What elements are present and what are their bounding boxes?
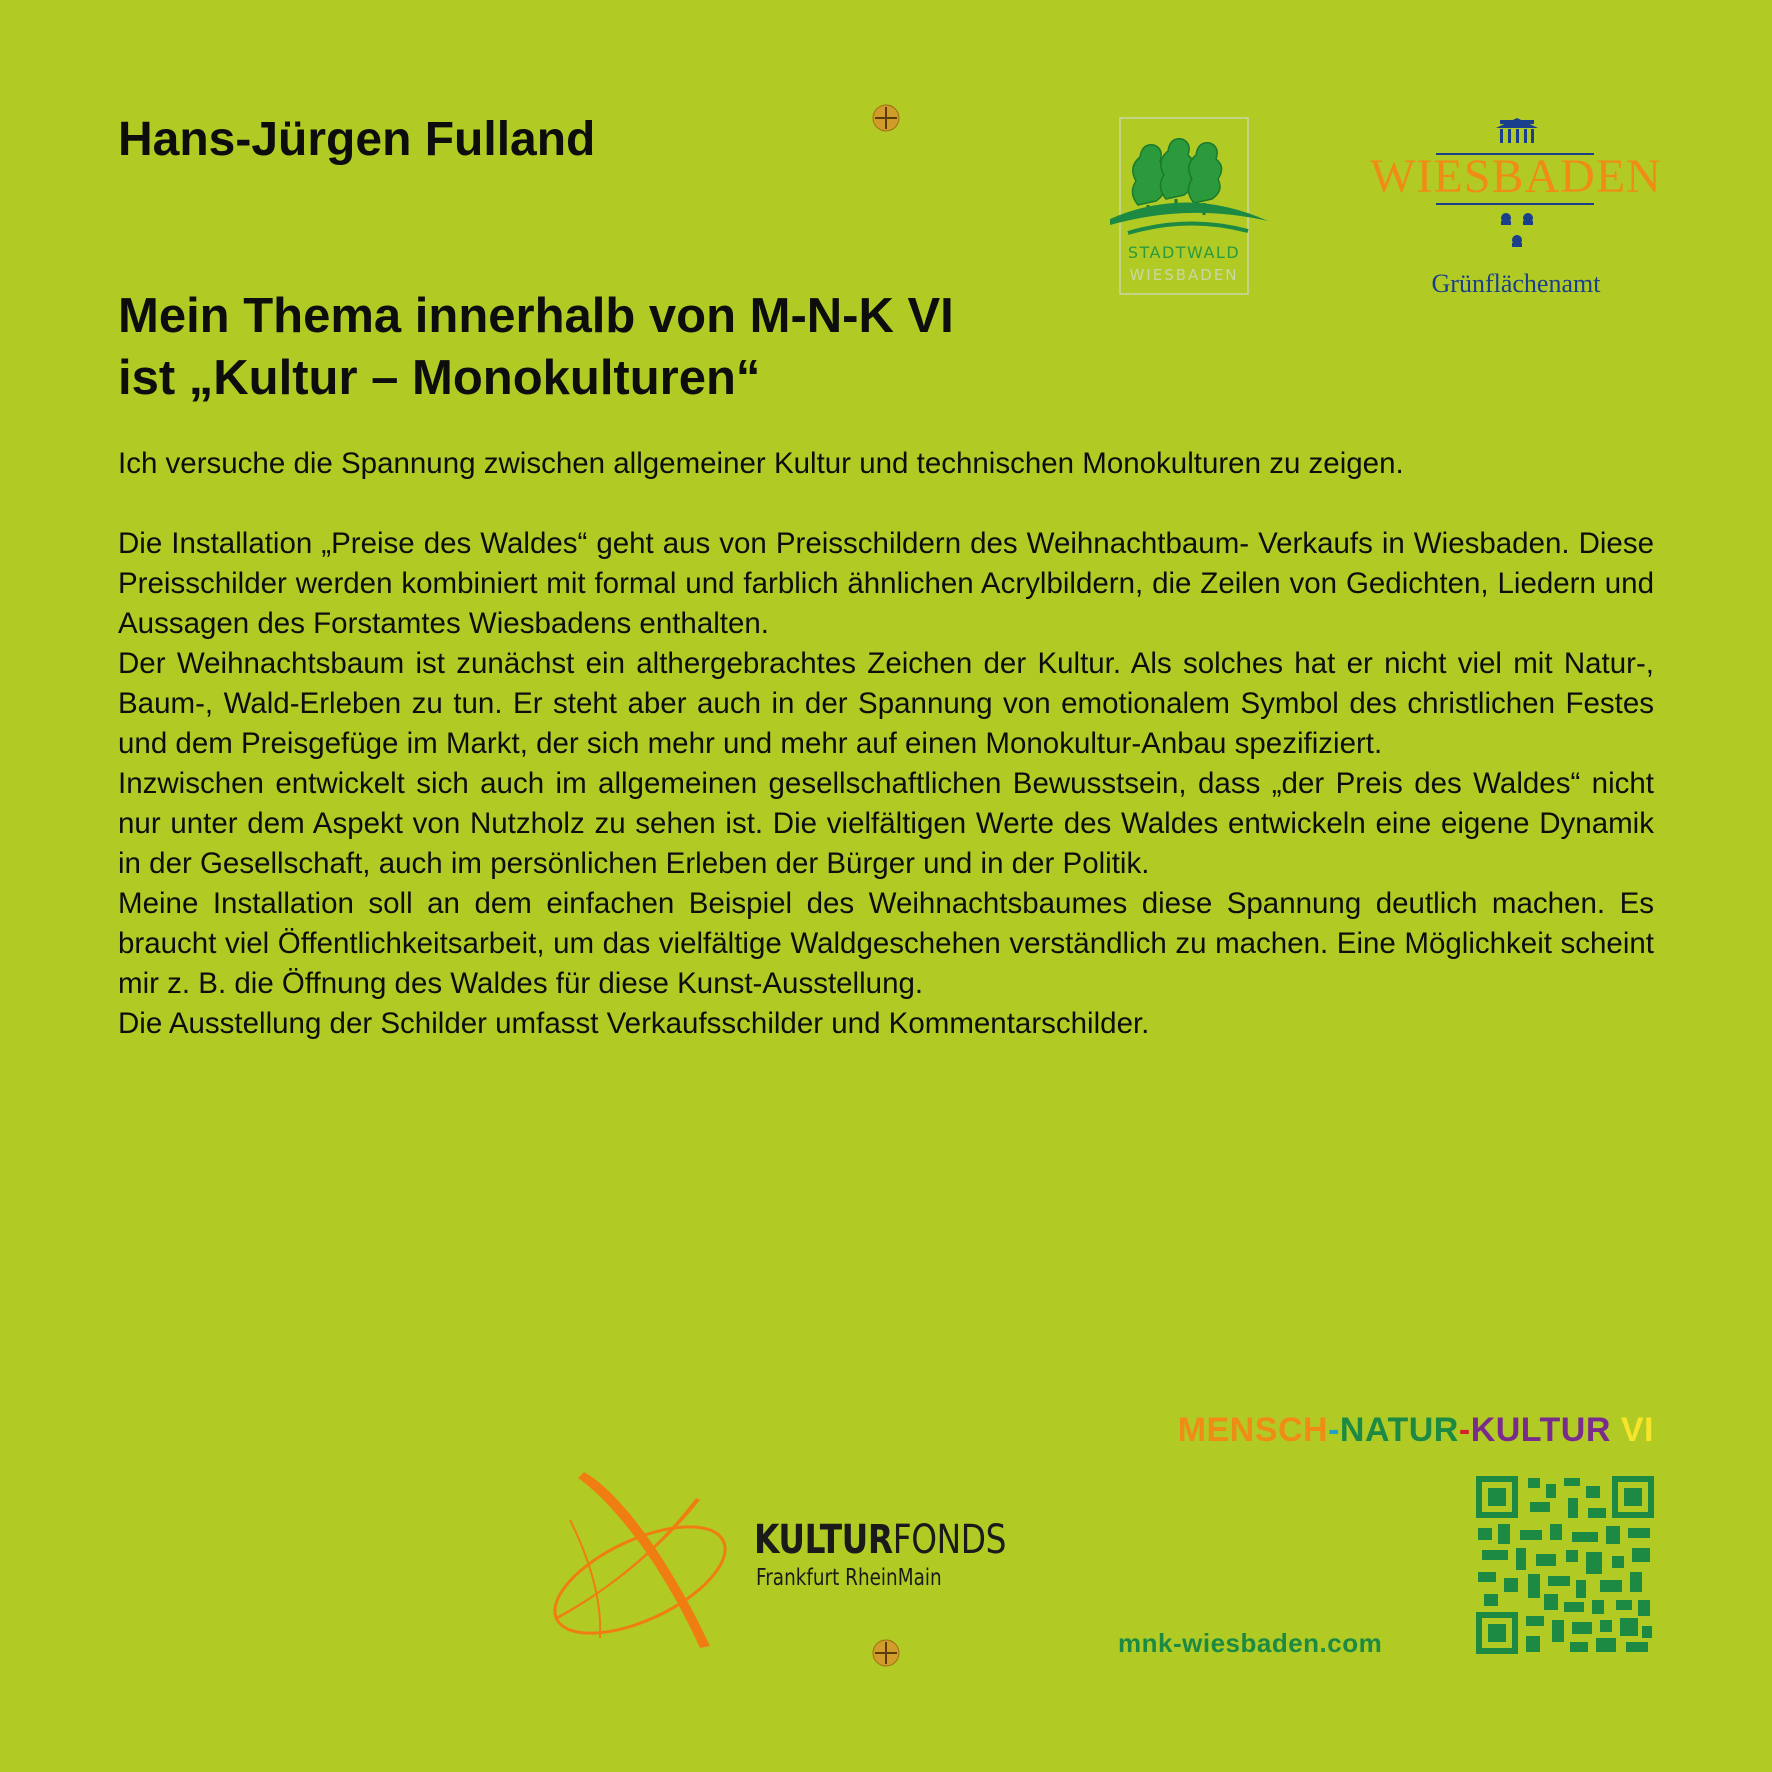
screw-icon xyxy=(872,104,900,132)
wiesbaden-logo xyxy=(1370,116,1662,304)
stadtwald-text: STADTWALD xyxy=(1127,243,1241,262)
paragraph: Die Installation „Preise des Waldes“ geht aus von Preisschildern des Weihnachtbaum- Verkaufs in Wiesbaden. Diese Preisschilder werden kombiniert mit formal und farblich ähnlichen Acrylbildern, die Zeilen von Gedichten, Liedern und Aussagen des Forstamtes Wiesbadens enthalten. xyxy=(118,527,1654,640)
body-text xyxy=(118,444,1654,1044)
project-title xyxy=(1178,1411,1654,1450)
website-url[interactable]: mnk-wiesbaden.com xyxy=(1118,1628,1383,1658)
paragraph: Der Weihnachtsbaum ist zunächst ein althergebrachtes Zeichen der Kultur. Als solches hat er nicht viel mit Natur-, Baum-, Wald-Erleben zu tun. Er steht aber auch in der Spannung von emotionalem Symbol des christlichen Festes und dem Preisgefüge im Markt, der sich mehr und mehr auf einen Monokultur-Anbau spezifiziert. xyxy=(118,647,1654,760)
author-name: Hans-Jürgen Fulland xyxy=(118,113,596,166)
kulturfonds-logo xyxy=(550,1470,750,1656)
project-dash: - xyxy=(1328,1411,1340,1449)
page-title xyxy=(118,285,954,409)
wiesbaden-wordmark: WIESBADEN xyxy=(1370,150,1662,203)
screw-icon xyxy=(872,1639,900,1667)
paragraph: Inzwischen entwickelt sich auch im allgemeinen gesellschaftlichen Bewusstsein, dass „der Preis des Waldes“ nicht nur unter dem Aspekt von Nutzholz zu sehen ist. Die vielfältigen Werte des Waldes entwickeln eine eigene Dynamik in der Gesellschaft, auch im persönlichen Erleben der Bürger und in der Politik. xyxy=(118,767,1654,880)
kulturfonds-thin: FONDS xyxy=(892,1517,1007,1563)
paragraph: Die Ausstellung der Schilder umfasst Verkaufsschilder und Kommentarschilder. xyxy=(118,1007,1150,1040)
project-word: VI xyxy=(1620,1411,1654,1449)
kulturfonds-bold: KULTUR xyxy=(754,1517,893,1563)
title-line: Mein Thema innerhalb von M-N-K VI xyxy=(118,289,954,343)
kulturfonds-wordmark xyxy=(754,1517,1006,1563)
project-dash: - xyxy=(1458,1411,1471,1449)
qr-code-icon[interactable] xyxy=(1476,1476,1654,1654)
wiesbaden-department: Grünflächenamt xyxy=(1431,269,1601,298)
project-word: MENSCH xyxy=(1177,1411,1329,1449)
kulturfonds-subtitle: Frankfurt RheinMain xyxy=(756,1565,942,1591)
paragraph: Ich versuche die Spannung zwischen allgemeiner Kultur und technischen Monokulturen zu zeigen. xyxy=(118,447,1404,480)
stadtwald-logo xyxy=(1108,115,1272,297)
paragraph: Meine Installation soll an dem einfachen Beispiel des Weihnachtsbaumes diese Spannung deutlich machen. Es braucht viel Öffentlichkeitsarbeit, um das vielfältige Waldgeschehen verständlich zu machen. Eine Möglichkeit scheint mir z. B. die Öffnung des Waldes für diese Kunst-Ausstellung. xyxy=(118,887,1654,1000)
title-line: ist „Kultur – Monokulturen“ xyxy=(118,351,761,405)
project-word: NATUR xyxy=(1339,1411,1459,1449)
project-word: KULTUR xyxy=(1470,1411,1611,1449)
stadtwald-text: WIESBADEN xyxy=(1129,266,1239,284)
